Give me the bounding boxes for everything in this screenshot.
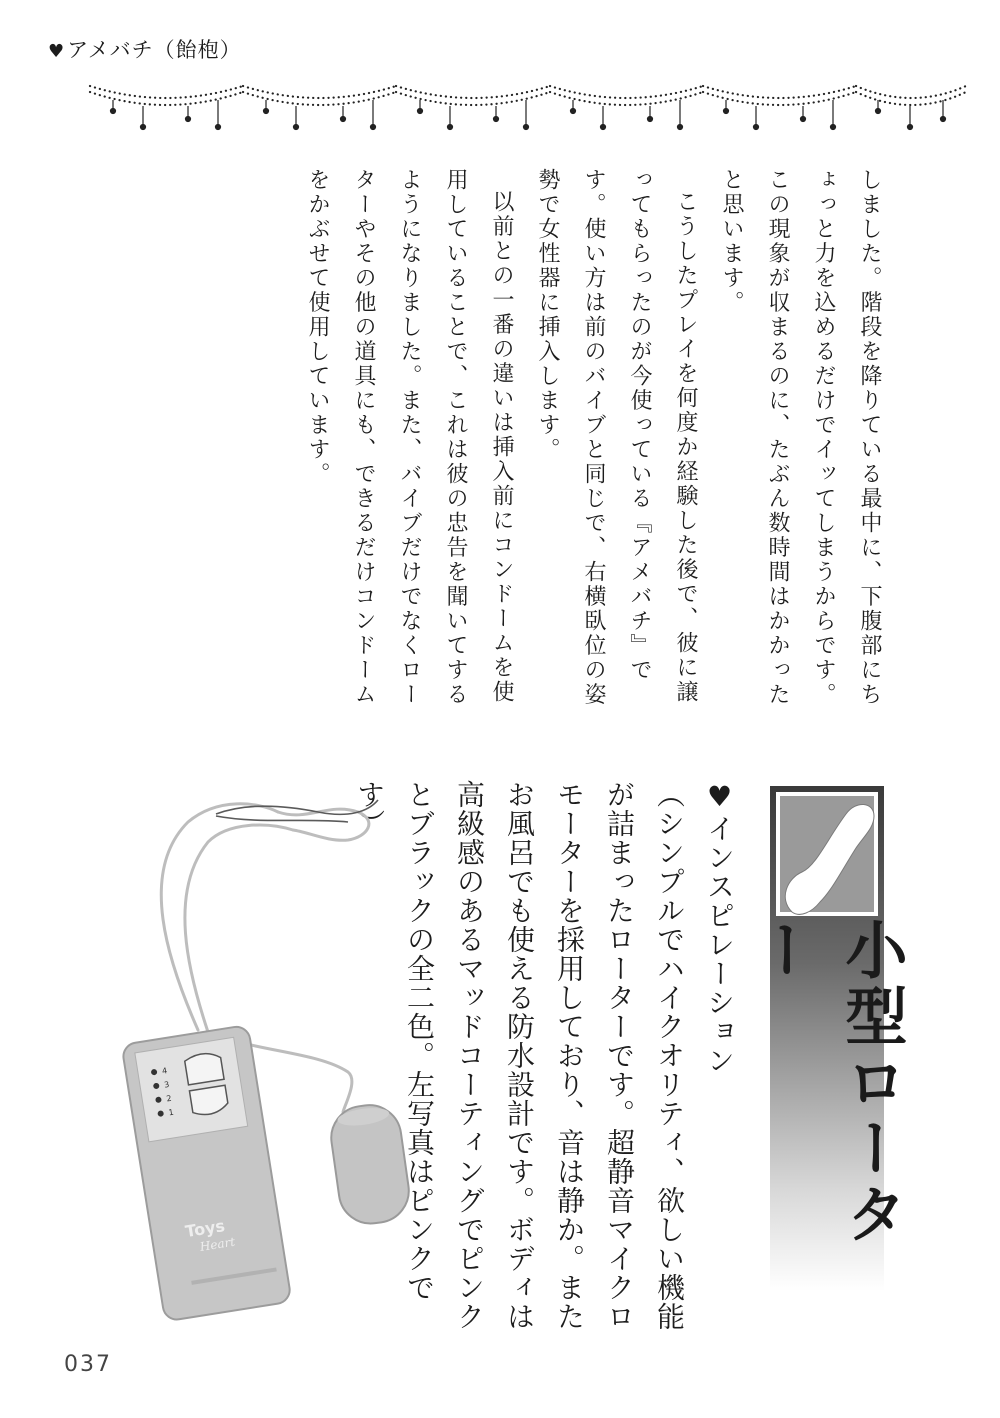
paragraph-1: しました。階段を降りている最中に、下腹部にちょっと力を込めるだけでイッてしまうからです。この現象が収まるのに、たぶん数時間はかかったと思います。 [719, 168, 882, 707]
brand-label-heart: Heart [198, 1234, 236, 1255]
brand-name: インスピレーション [703, 814, 736, 1075]
dotted-garland-decoration [88, 78, 968, 134]
body-text [305, 168, 892, 728]
level-4-label: 4 [161, 1066, 168, 1076]
section-title-box [746, 786, 908, 1291]
brand-line [694, 780, 744, 1340]
product-description [353, 780, 744, 1340]
heart-icon: ♥ [48, 41, 66, 62]
brand-label-toys: Toys [183, 1216, 227, 1242]
page-number: 037 [64, 1352, 112, 1377]
paragraph-2: こうしたプレイを何度か経験した後で、彼に譲ってもらったのが今使っている『アメバチ』です。使い方は前のバイブと同じで、右横臥位の姿勢で女性器に挿入します。 [535, 168, 698, 707]
rotor-silhouette-icon [770, 786, 884, 922]
description-text: （シンプルでハイクオリティ、欲しい機能が詰まったローターです。超静音マイクロモーターを採用しており、音は静か。またお風呂でも使える防水設計です。ボディは高級感のあるマッドコーティングでピンクとブラックの全二色。左写真はピンクです） [353, 780, 686, 1331]
product-photo [108, 782, 438, 1322]
level-3-label: 3 [163, 1079, 170, 1090]
chapter-title: アメバチ（飴枹） [67, 38, 242, 62]
section-title: 小型ローター [746, 918, 908, 1248]
level-1-label: 1 [167, 1107, 175, 1118]
chapter-header [48, 34, 242, 64]
paragraph-3: 以前との一番の違いは挿入前にコンドームを使用していることで、これは彼の忠告を聞いてするようになりました。また、バイブだけでなくローターやその他の道具にも、できるだけコンドームをかぶせて使用しています。 [305, 168, 514, 707]
level-2-label: 2 [165, 1093, 173, 1104]
heart-icon: ♥ [703, 780, 736, 814]
